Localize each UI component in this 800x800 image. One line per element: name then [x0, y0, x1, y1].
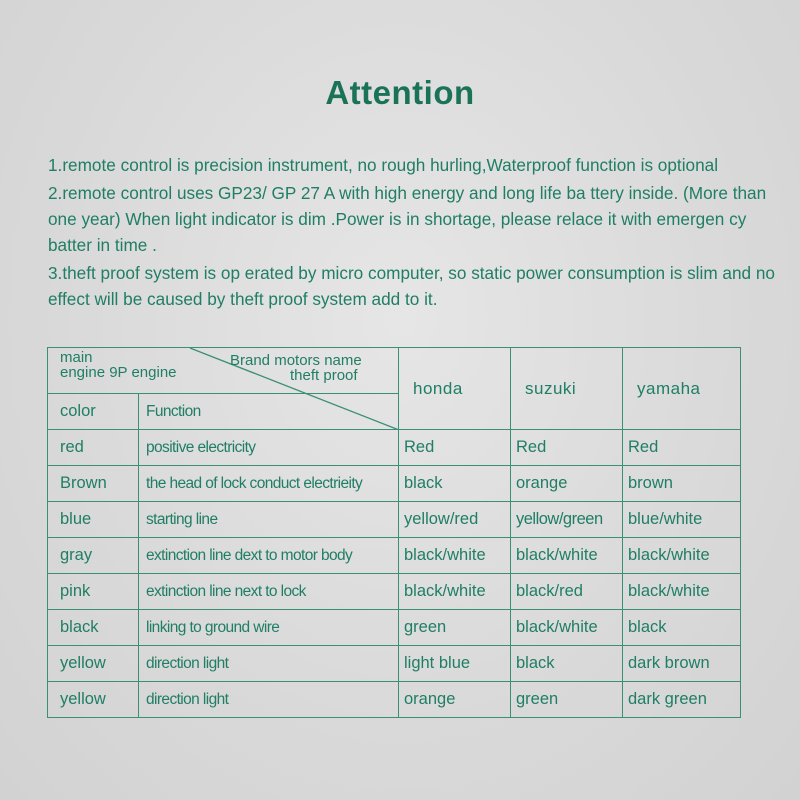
yamaha-cell: black [623, 610, 741, 646]
honda-cell: Red [399, 430, 511, 466]
table-header-row [48, 348, 741, 394]
note-3: 3.theft proof system is op erated by micro computer, so static power consumption is slim and no effect will be caused by theft proof system add to it. [48, 263, 775, 309]
header-function: Function [139, 394, 399, 430]
table-row [48, 646, 741, 682]
suzuki-cell: black/white [511, 538, 623, 574]
wiring-table [47, 347, 741, 718]
header-brand-line2: theft proof [290, 367, 358, 384]
table-row [48, 502, 741, 538]
table-row [48, 682, 741, 718]
header-main-line1: main [60, 349, 93, 366]
note-2: 2.remote control uses GP23/ GP 27 A with high energy and long life ba ttery inside. (More than one year) When light indicator is dim .Power is in shortage, please relace it with emergen cy batter in time . [48, 183, 767, 255]
table-row [48, 574, 741, 610]
header-brand-line1: Brand motors name [230, 352, 362, 369]
honda-cell: yellow/red [399, 502, 511, 538]
function-cell: extinction line next to lock [139, 574, 399, 610]
suzuki-cell: black/white [511, 610, 623, 646]
yamaha-cell: blue/white [623, 502, 741, 538]
suzuki-cell: black [511, 646, 623, 682]
brand-honda: honda [399, 348, 511, 430]
brand-yamaha: yamaha [623, 348, 741, 430]
header-main-engine [60, 350, 177, 380]
header-color: color [48, 394, 139, 430]
color-cell: yellow [48, 682, 139, 718]
color-cell: yellow [48, 646, 139, 682]
function-cell: direction light [139, 682, 399, 718]
color-cell: black [48, 610, 139, 646]
notes [48, 152, 778, 314]
table-row [48, 538, 741, 574]
suzuki-cell: orange [511, 466, 623, 502]
table-row [48, 466, 741, 502]
color-cell: pink [48, 574, 139, 610]
yamaha-cell: dark brown [623, 646, 741, 682]
suzuki-cell: Red [511, 430, 623, 466]
honda-cell: black/white [399, 574, 511, 610]
header-diagonal-cell [48, 348, 399, 394]
honda-cell: black [399, 466, 511, 502]
brand-suzuki: suzuki [511, 348, 623, 430]
table-row [48, 430, 741, 466]
honda-cell: orange [399, 682, 511, 718]
suzuki-cell: green [511, 682, 623, 718]
honda-cell: light blue [399, 646, 511, 682]
yamaha-cell: brown [623, 466, 741, 502]
honda-cell: black/white [399, 538, 511, 574]
function-cell: positive electricity [139, 430, 399, 466]
color-cell: red [48, 430, 139, 466]
function-cell: extinction line dext to motor body [139, 538, 399, 574]
yamaha-cell: black/white [623, 538, 741, 574]
note-1: 1.remote control is precision instrument, no rough hurling,Waterproof function is optional [48, 155, 719, 175]
yamaha-cell: dark green [623, 682, 741, 718]
yamaha-cell: black/white [623, 574, 741, 610]
honda-cell: green [399, 610, 511, 646]
color-cell: Brown [48, 466, 139, 502]
function-cell: the head of lock conduct electrieity [139, 466, 399, 502]
function-cell: direction light [139, 646, 399, 682]
table-row [48, 610, 741, 646]
function-cell: linking to ground wire [139, 610, 399, 646]
suzuki-cell: yellow/green [511, 502, 623, 538]
header-main-line2: engine 9P engine [60, 364, 177, 381]
yamaha-cell: Red [623, 430, 741, 466]
suzuki-cell: black/red [511, 574, 623, 610]
header-brand-theft [230, 353, 362, 383]
color-cell: blue [48, 502, 139, 538]
page-title: Attention [325, 74, 475, 111]
color-cell: gray [48, 538, 139, 574]
wiring-table-wrap [47, 347, 741, 718]
function-cell: starting line [139, 502, 399, 538]
